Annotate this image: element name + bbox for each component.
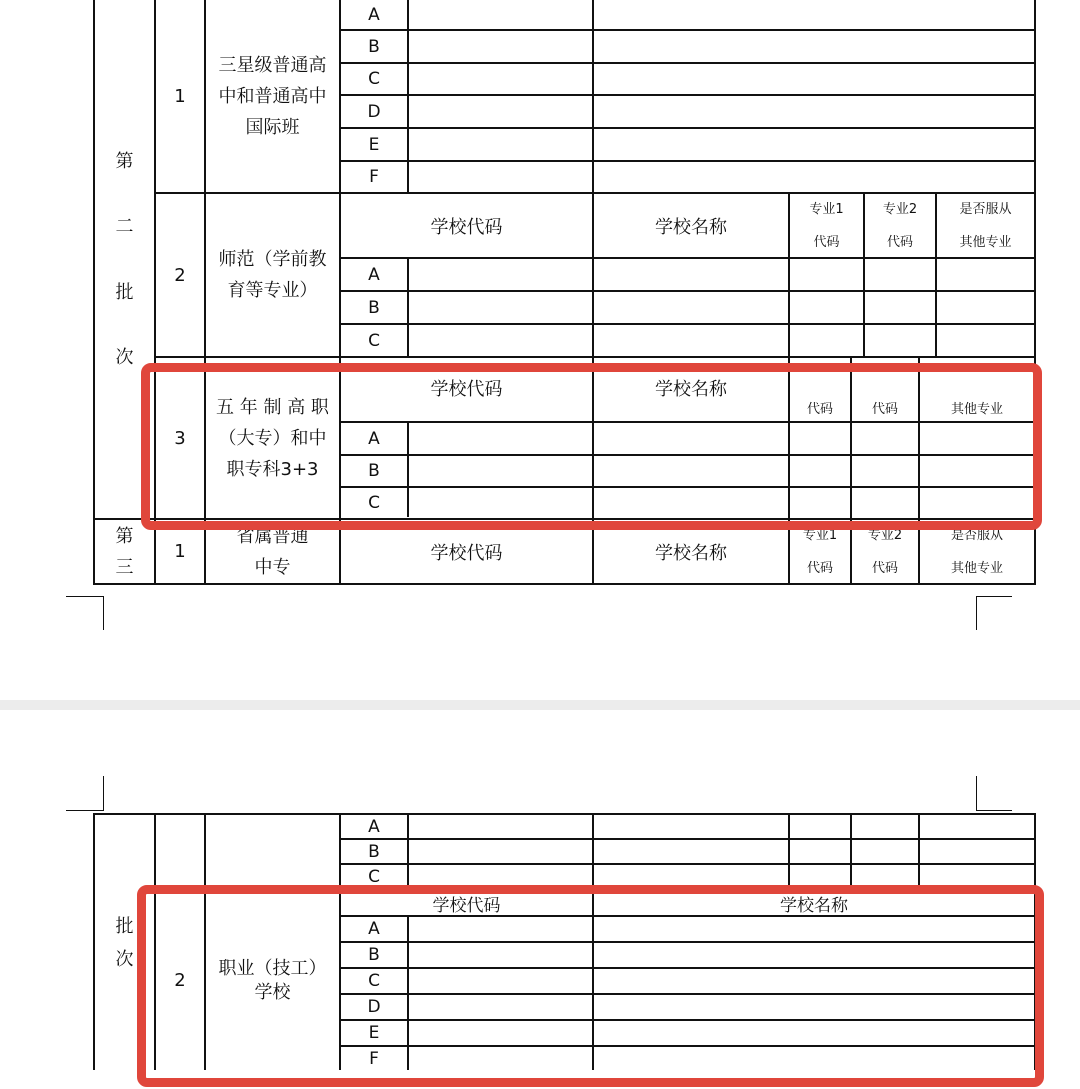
choice-letter: A: [368, 264, 380, 285]
choice-letter: F: [369, 1048, 379, 1069]
batch-label-char: 第: [115, 151, 134, 172]
header-school-name: 学校名称: [655, 216, 727, 238]
header-major2-code: 专业2 代码: [882, 201, 918, 250]
batch-label-char: 批: [115, 282, 134, 303]
page-corner-mark: [66, 596, 104, 597]
page-corner-mark: [103, 776, 104, 810]
header-school-code: 学校代码: [432, 895, 501, 916]
choice-letter: A: [368, 428, 380, 449]
highlight-box: [141, 363, 1042, 530]
choice-letter: C: [368, 69, 380, 89]
page-corner-mark: [976, 596, 1012, 597]
choice-letter: C: [368, 493, 380, 513]
choice-letter: B: [368, 297, 380, 318]
page-corner-mark: [976, 776, 977, 810]
header-school-code: 学校代码: [430, 216, 503, 238]
batch-label-char: 次: [115, 347, 134, 368]
header-major2-code: 代码: [871, 401, 898, 417]
header-major1-code: 专业1 代码: [802, 527, 838, 576]
batch-label: 第 三: [115, 525, 134, 578]
header-major1-code: 专业1 代码: [809, 201, 844, 250]
page-separator: [0, 700, 1080, 710]
school-type-label: 师范（学前教 育等专业）: [218, 249, 327, 301]
highlight-box: [137, 885, 1044, 1087]
choice-letter: B: [368, 841, 380, 862]
choice-letter: F: [369, 167, 379, 187]
batch-label-char: 批: [115, 916, 134, 937]
header-major2-code: 专业2 代码: [867, 527, 903, 576]
page-corner-mark: [976, 596, 977, 630]
page-corner-mark: [103, 596, 104, 630]
header-school-code: 学校代码: [430, 542, 503, 564]
school-type-label: 五 年 制 高 职 （大专）和中 职专科3+3: [216, 396, 329, 480]
choice-letter: B: [368, 945, 380, 965]
batch-label-char: 次: [115, 949, 134, 970]
row-number: 2: [174, 970, 186, 991]
choice-letter: A: [368, 919, 380, 939]
header-school-name: 学校名称: [780, 895, 848, 916]
header-obey-other-major: 是否服从 其他专业: [950, 527, 1003, 576]
choice-letter: C: [368, 971, 380, 991]
page-corner-mark: [976, 810, 1012, 811]
choice-letter: D: [367, 997, 381, 1017]
row-number: 1: [174, 541, 186, 562]
choice-letter: E: [368, 1023, 380, 1043]
choice-letter: A: [368, 4, 380, 25]
choice-letter: E: [368, 134, 380, 155]
choice-letter: B: [368, 461, 380, 481]
choice-letter: D: [367, 101, 381, 122]
document-page-bottom: [0, 710, 1080, 1089]
header-school-code: 学校代码: [430, 379, 503, 400]
choice-letter: C: [368, 330, 380, 351]
row-number: 1: [174, 85, 186, 107]
school-type-label: 职业（技工） 学校: [218, 957, 327, 1003]
row-number: 3: [174, 427, 186, 449]
header-obey-other-major: 其他专业: [950, 401, 1003, 417]
school-type-label: 三星级普通高 中和普通高中 国际班: [218, 54, 327, 138]
table-col-line: [407, 257, 409, 357]
header-major1-code: 代码: [806, 401, 833, 417]
header-school-name: 学校名称: [655, 542, 727, 564]
school-type-label: 省属普通 中专: [236, 525, 309, 578]
header-obey-other-major: 是否服从 其他专业: [959, 201, 1012, 250]
choice-letter: A: [368, 816, 380, 837]
choice-letter: B: [368, 36, 380, 57]
header-school-name: 学校名称: [655, 379, 727, 400]
page-corner-mark: [66, 810, 104, 811]
batch-label-char: 二: [115, 216, 134, 237]
choice-letter: C: [368, 867, 380, 887]
row-number: 2: [174, 264, 186, 286]
